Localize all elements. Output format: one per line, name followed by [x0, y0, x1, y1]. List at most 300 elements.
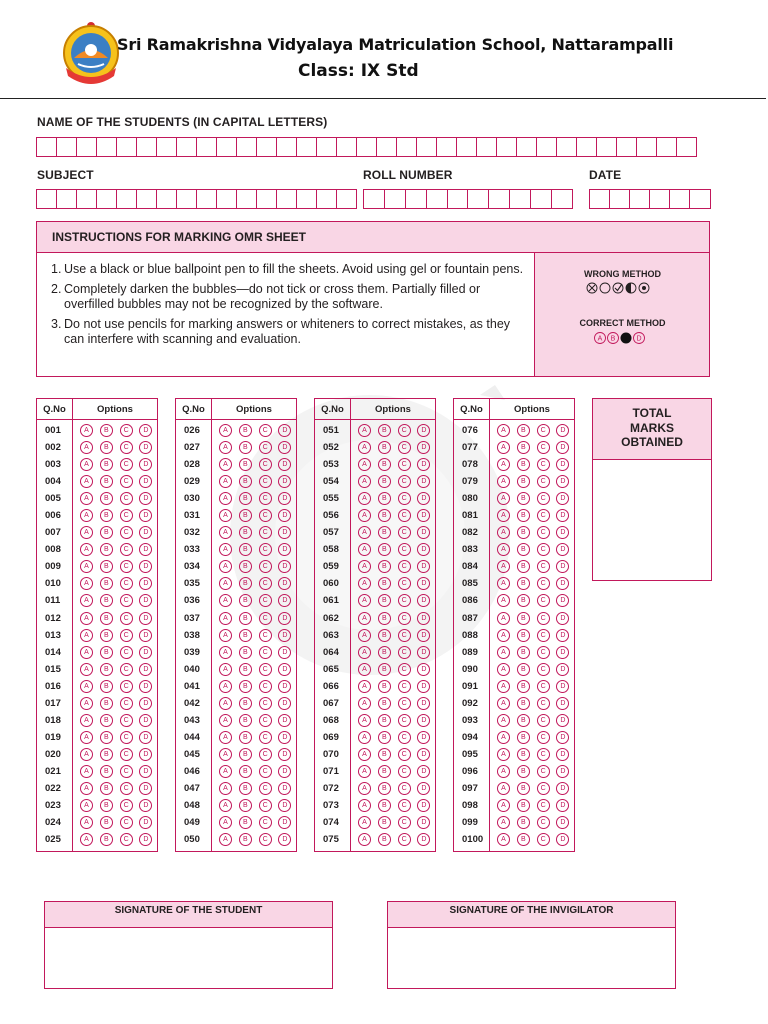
option-bubble[interactable]: B	[100, 543, 113, 556]
option-bubble[interactable]: C	[398, 560, 411, 573]
option-bubble[interactable]: A	[358, 765, 371, 778]
option-bubble[interactable]: C	[120, 646, 133, 659]
option-bubble[interactable]: D	[417, 833, 430, 846]
option-bubble[interactable]: A	[80, 424, 93, 437]
input-cell[interactable]	[276, 189, 297, 209]
option-bubble[interactable]: D	[278, 799, 291, 812]
option-bubble[interactable]: B	[100, 594, 113, 607]
option-bubble[interactable]: C	[259, 492, 272, 505]
option-bubble[interactable]: A	[80, 697, 93, 710]
option-bubble[interactable]: A	[497, 594, 510, 607]
option-bubble[interactable]: C	[537, 833, 550, 846]
option-bubble[interactable]: A	[219, 697, 232, 710]
option-bubble[interactable]: C	[398, 543, 411, 556]
option-bubble[interactable]: D	[417, 424, 430, 437]
option-bubble[interactable]: D	[278, 577, 291, 590]
option-bubble[interactable]: D	[417, 612, 430, 625]
option-bubble[interactable]: D	[417, 782, 430, 795]
option-bubble[interactable]: D	[278, 441, 291, 454]
option-bubble[interactable]: B	[239, 833, 252, 846]
option-bubble[interactable]: D	[139, 731, 152, 744]
roll-number-boxes[interactable]	[363, 189, 572, 209]
option-bubble[interactable]: A	[358, 714, 371, 727]
option-bubble[interactable]: C	[259, 765, 272, 778]
option-bubble[interactable]: C	[398, 458, 411, 471]
option-bubble[interactable]: C	[259, 612, 272, 625]
input-cell[interactable]	[296, 189, 317, 209]
option-bubble[interactable]: B	[378, 765, 391, 778]
option-bubble[interactable]: A	[219, 748, 232, 761]
option-bubble[interactable]: D	[417, 526, 430, 539]
option-bubble[interactable]: C	[537, 594, 550, 607]
option-bubble[interactable]: D	[278, 543, 291, 556]
option-bubble[interactable]: D	[139, 765, 152, 778]
option-bubble[interactable]: D	[278, 748, 291, 761]
option-bubble[interactable]: B	[100, 663, 113, 676]
option-bubble[interactable]: B	[517, 629, 530, 642]
option-bubble[interactable]: B	[378, 697, 391, 710]
option-bubble[interactable]: A	[497, 509, 510, 522]
input-cell[interactable]	[136, 189, 157, 209]
option-bubble[interactable]: D	[417, 492, 430, 505]
option-bubble[interactable]: A	[219, 680, 232, 693]
input-cell[interactable]	[509, 189, 531, 209]
input-cell[interactable]	[384, 189, 406, 209]
option-bubble[interactable]: B	[100, 424, 113, 437]
option-bubble[interactable]: A	[219, 731, 232, 744]
option-bubble[interactable]: C	[398, 714, 411, 727]
option-bubble[interactable]: A	[80, 816, 93, 829]
option-bubble[interactable]: D	[417, 577, 430, 590]
option-bubble[interactable]: B	[239, 782, 252, 795]
option-bubble[interactable]: B	[517, 424, 530, 437]
option-bubble[interactable]: B	[239, 492, 252, 505]
option-bubble[interactable]: A	[219, 509, 232, 522]
input-cell[interactable]	[76, 137, 97, 157]
option-bubble[interactable]: A	[358, 833, 371, 846]
option-bubble[interactable]: D	[139, 441, 152, 454]
option-bubble[interactable]: A	[497, 543, 510, 556]
option-bubble[interactable]: B	[100, 731, 113, 744]
option-bubble[interactable]: A	[80, 543, 93, 556]
option-bubble[interactable]: D	[139, 663, 152, 676]
option-bubble[interactable]: C	[259, 560, 272, 573]
option-bubble[interactable]: C	[537, 816, 550, 829]
option-bubble[interactable]: D	[278, 782, 291, 795]
option-bubble[interactable]: B	[517, 646, 530, 659]
option-bubble[interactable]: C	[398, 492, 411, 505]
option-bubble[interactable]: B	[100, 475, 113, 488]
option-bubble[interactable]: D	[139, 748, 152, 761]
option-bubble[interactable]: C	[398, 475, 411, 488]
option-bubble[interactable]: A	[497, 577, 510, 590]
option-bubble[interactable]: C	[120, 782, 133, 795]
option-bubble[interactable]: C	[259, 526, 272, 539]
option-bubble[interactable]: D	[556, 697, 569, 710]
option-bubble[interactable]: D	[278, 526, 291, 539]
option-bubble[interactable]: C	[398, 816, 411, 829]
option-bubble[interactable]: B	[378, 526, 391, 539]
option-bubble[interactable]: B	[517, 697, 530, 710]
option-bubble[interactable]: D	[278, 560, 291, 573]
option-bubble[interactable]: C	[259, 799, 272, 812]
option-bubble[interactable]: A	[358, 612, 371, 625]
option-bubble[interactable]: A	[219, 646, 232, 659]
option-bubble[interactable]: A	[497, 458, 510, 471]
option-bubble[interactable]: D	[556, 663, 569, 676]
option-bubble[interactable]: C	[259, 509, 272, 522]
option-bubble[interactable]: C	[259, 782, 272, 795]
option-bubble[interactable]: A	[497, 748, 510, 761]
option-bubble[interactable]: B	[100, 765, 113, 778]
option-bubble[interactable]: D	[139, 526, 152, 539]
option-bubble[interactable]: D	[417, 663, 430, 676]
option-bubble[interactable]: A	[497, 475, 510, 488]
option-bubble[interactable]: C	[537, 577, 550, 590]
option-bubble[interactable]: A	[219, 714, 232, 727]
option-bubble[interactable]: B	[517, 509, 530, 522]
option-bubble[interactable]: A	[358, 594, 371, 607]
option-bubble[interactable]: A	[497, 646, 510, 659]
option-bubble[interactable]: C	[398, 526, 411, 539]
option-bubble[interactable]: C	[259, 629, 272, 642]
option-bubble[interactable]: A	[80, 782, 93, 795]
option-bubble[interactable]: D	[278, 424, 291, 437]
input-cell[interactable]	[36, 189, 57, 209]
option-bubble[interactable]: A	[358, 748, 371, 761]
option-bubble[interactable]: D	[556, 833, 569, 846]
option-bubble[interactable]: B	[517, 458, 530, 471]
option-bubble[interactable]: C	[120, 731, 133, 744]
option-bubble[interactable]: C	[537, 748, 550, 761]
input-cell[interactable]	[656, 137, 677, 157]
input-cell[interactable]	[336, 137, 357, 157]
input-cell[interactable]	[116, 189, 137, 209]
option-bubble[interactable]: B	[378, 663, 391, 676]
option-bubble[interactable]: C	[537, 492, 550, 505]
option-bubble[interactable]: C	[120, 458, 133, 471]
option-bubble[interactable]: C	[398, 441, 411, 454]
invigilator-signature-box[interactable]	[387, 901, 676, 989]
option-bubble[interactable]: A	[80, 526, 93, 539]
option-bubble[interactable]: A	[497, 612, 510, 625]
option-bubble[interactable]: B	[239, 765, 252, 778]
option-bubble[interactable]: C	[537, 714, 550, 727]
option-bubble[interactable]: A	[219, 816, 232, 829]
option-bubble[interactable]: C	[398, 509, 411, 522]
option-bubble[interactable]: B	[239, 475, 252, 488]
option-bubble[interactable]: C	[120, 509, 133, 522]
option-bubble[interactable]: D	[556, 782, 569, 795]
option-bubble[interactable]: C	[398, 765, 411, 778]
option-bubble[interactable]: A	[219, 475, 232, 488]
option-bubble[interactable]: B	[100, 697, 113, 710]
input-cell[interactable]	[649, 189, 670, 209]
option-bubble[interactable]: D	[139, 475, 152, 488]
option-bubble[interactable]: D	[139, 697, 152, 710]
option-bubble[interactable]: B	[100, 458, 113, 471]
option-bubble[interactable]: B	[517, 799, 530, 812]
input-cell[interactable]	[216, 137, 237, 157]
input-cell[interactable]	[256, 137, 277, 157]
option-bubble[interactable]: B	[239, 612, 252, 625]
option-bubble[interactable]: B	[100, 526, 113, 539]
input-cell[interactable]	[576, 137, 597, 157]
input-cell[interactable]	[636, 137, 657, 157]
option-bubble[interactable]: C	[398, 799, 411, 812]
option-bubble[interactable]: B	[239, 663, 252, 676]
option-bubble[interactable]: A	[80, 799, 93, 812]
input-cell[interactable]	[596, 137, 617, 157]
option-bubble[interactable]: B	[100, 816, 113, 829]
option-bubble[interactable]: A	[497, 560, 510, 573]
option-bubble[interactable]: D	[556, 594, 569, 607]
option-bubble[interactable]: A	[497, 424, 510, 437]
option-bubble[interactable]: C	[537, 475, 550, 488]
input-cell[interactable]	[456, 137, 477, 157]
option-bubble[interactable]: A	[80, 612, 93, 625]
option-bubble[interactable]: D	[139, 594, 152, 607]
option-bubble[interactable]: C	[537, 782, 550, 795]
option-bubble[interactable]: B	[378, 680, 391, 693]
option-bubble[interactable]: A	[497, 816, 510, 829]
option-bubble[interactable]: B	[378, 782, 391, 795]
option-bubble[interactable]: D	[556, 816, 569, 829]
option-bubble[interactable]: C	[120, 680, 133, 693]
input-cell[interactable]	[196, 137, 217, 157]
option-bubble[interactable]: B	[239, 560, 252, 573]
option-bubble[interactable]: C	[259, 441, 272, 454]
option-bubble[interactable]: A	[358, 492, 371, 505]
option-bubble[interactable]: A	[219, 629, 232, 642]
option-bubble[interactable]: C	[120, 594, 133, 607]
option-bubble[interactable]: C	[259, 475, 272, 488]
option-bubble[interactable]: C	[120, 799, 133, 812]
option-bubble[interactable]: B	[378, 475, 391, 488]
option-bubble[interactable]: D	[139, 424, 152, 437]
option-bubble[interactable]: B	[100, 833, 113, 846]
option-bubble[interactable]: B	[378, 560, 391, 573]
option-bubble[interactable]: A	[80, 509, 93, 522]
option-bubble[interactable]: C	[120, 577, 133, 590]
option-bubble[interactable]: D	[417, 714, 430, 727]
option-bubble[interactable]: A	[219, 612, 232, 625]
input-cell[interactable]	[609, 189, 630, 209]
option-bubble[interactable]: A	[358, 560, 371, 573]
option-bubble[interactable]: B	[517, 543, 530, 556]
option-bubble[interactable]: C	[120, 475, 133, 488]
option-bubble[interactable]: B	[100, 577, 113, 590]
option-bubble[interactable]: A	[219, 543, 232, 556]
option-bubble[interactable]: D	[556, 526, 569, 539]
option-bubble[interactable]: D	[556, 424, 569, 437]
option-bubble[interactable]: D	[556, 509, 569, 522]
option-bubble[interactable]: B	[378, 594, 391, 607]
option-bubble[interactable]: C	[259, 543, 272, 556]
option-bubble[interactable]: B	[378, 612, 391, 625]
option-bubble[interactable]: B	[517, 663, 530, 676]
option-bubble[interactable]: B	[239, 816, 252, 829]
option-bubble[interactable]: A	[219, 594, 232, 607]
option-bubble[interactable]: C	[259, 697, 272, 710]
option-bubble[interactable]: D	[556, 475, 569, 488]
option-bubble[interactable]: C	[120, 526, 133, 539]
option-bubble[interactable]: C	[398, 731, 411, 744]
input-cell[interactable]	[589, 189, 610, 209]
option-bubble[interactable]: C	[537, 612, 550, 625]
option-bubble[interactable]: C	[120, 629, 133, 642]
option-bubble[interactable]: D	[417, 646, 430, 659]
option-bubble[interactable]: C	[259, 424, 272, 437]
option-bubble[interactable]: A	[358, 577, 371, 590]
option-bubble[interactable]: C	[398, 424, 411, 437]
option-bubble[interactable]: C	[537, 799, 550, 812]
option-bubble[interactable]: B	[378, 577, 391, 590]
option-bubble[interactable]: B	[100, 680, 113, 693]
option-bubble[interactable]: A	[497, 833, 510, 846]
option-bubble[interactable]: A	[80, 629, 93, 642]
option-bubble[interactable]: A	[80, 731, 93, 744]
option-bubble[interactable]: B	[239, 731, 252, 744]
option-bubble[interactable]: A	[358, 543, 371, 556]
option-bubble[interactable]: B	[100, 646, 113, 659]
input-cell[interactable]	[356, 137, 377, 157]
input-cell[interactable]	[689, 189, 710, 209]
option-bubble[interactable]: B	[239, 509, 252, 522]
option-bubble[interactable]: B	[517, 594, 530, 607]
option-bubble[interactable]: D	[139, 816, 152, 829]
option-bubble[interactable]: A	[358, 629, 371, 642]
input-cell[interactable]	[530, 189, 552, 209]
option-bubble[interactable]: B	[517, 748, 530, 761]
option-bubble[interactable]: D	[278, 492, 291, 505]
option-bubble[interactable]: B	[100, 748, 113, 761]
option-bubble[interactable]: B	[100, 441, 113, 454]
option-bubble[interactable]: B	[378, 424, 391, 437]
option-bubble[interactable]: D	[139, 492, 152, 505]
option-bubble[interactable]: C	[259, 594, 272, 607]
input-cell[interactable]	[176, 189, 197, 209]
option-bubble[interactable]: D	[556, 748, 569, 761]
input-cell[interactable]	[216, 189, 237, 209]
option-bubble[interactable]: A	[497, 731, 510, 744]
option-bubble[interactable]: B	[239, 577, 252, 590]
option-bubble[interactable]: A	[358, 475, 371, 488]
option-bubble[interactable]: A	[219, 441, 232, 454]
option-bubble[interactable]: A	[358, 509, 371, 522]
option-bubble[interactable]: D	[556, 441, 569, 454]
input-cell[interactable]	[669, 189, 690, 209]
option-bubble[interactable]: C	[120, 543, 133, 556]
option-bubble[interactable]: B	[239, 594, 252, 607]
input-cell[interactable]	[156, 189, 177, 209]
option-bubble[interactable]: D	[417, 629, 430, 642]
input-cell[interactable]	[276, 137, 297, 157]
input-cell[interactable]	[396, 137, 417, 157]
option-bubble[interactable]: C	[537, 663, 550, 676]
option-bubble[interactable]: C	[398, 646, 411, 659]
option-bubble[interactable]: B	[378, 816, 391, 829]
option-bubble[interactable]: A	[497, 629, 510, 642]
option-bubble[interactable]: B	[378, 629, 391, 642]
input-cell[interactable]	[616, 137, 637, 157]
option-bubble[interactable]: C	[398, 680, 411, 693]
option-bubble[interactable]: C	[398, 697, 411, 710]
option-bubble[interactable]: C	[120, 492, 133, 505]
option-bubble[interactable]: D	[417, 475, 430, 488]
option-bubble[interactable]: C	[537, 765, 550, 778]
option-bubble[interactable]: B	[378, 543, 391, 556]
option-bubble[interactable]: A	[358, 697, 371, 710]
option-bubble[interactable]: A	[358, 782, 371, 795]
input-cell[interactable]	[376, 137, 397, 157]
input-cell[interactable]	[516, 137, 537, 157]
option-bubble[interactable]: D	[417, 458, 430, 471]
option-bubble[interactable]: B	[378, 748, 391, 761]
option-bubble[interactable]: A	[80, 833, 93, 846]
option-bubble[interactable]: A	[80, 748, 93, 761]
input-cell[interactable]	[116, 137, 137, 157]
subject-boxes[interactable]	[36, 189, 356, 209]
option-bubble[interactable]: A	[358, 458, 371, 471]
option-bubble[interactable]: D	[417, 748, 430, 761]
option-bubble[interactable]: D	[417, 441, 430, 454]
option-bubble[interactable]: A	[219, 424, 232, 437]
option-bubble[interactable]: D	[139, 458, 152, 471]
option-bubble[interactable]: D	[417, 509, 430, 522]
option-bubble[interactable]: A	[219, 458, 232, 471]
option-bubble[interactable]: C	[120, 816, 133, 829]
option-bubble[interactable]: D	[278, 680, 291, 693]
option-bubble[interactable]: C	[537, 629, 550, 642]
option-bubble[interactable]: C	[398, 612, 411, 625]
option-bubble[interactable]: D	[139, 782, 152, 795]
input-cell[interactable]	[551, 189, 573, 209]
option-bubble[interactable]: C	[398, 577, 411, 590]
option-bubble[interactable]: A	[80, 765, 93, 778]
option-bubble[interactable]: C	[537, 509, 550, 522]
option-bubble[interactable]: D	[417, 594, 430, 607]
input-cell[interactable]	[467, 189, 489, 209]
option-bubble[interactable]: A	[497, 714, 510, 727]
option-bubble[interactable]: C	[398, 782, 411, 795]
input-cell[interactable]	[436, 137, 457, 157]
input-cell[interactable]	[556, 137, 577, 157]
option-bubble[interactable]: C	[120, 560, 133, 573]
option-bubble[interactable]: D	[417, 560, 430, 573]
option-bubble[interactable]: A	[80, 475, 93, 488]
option-bubble[interactable]: B	[378, 458, 391, 471]
option-bubble[interactable]: D	[278, 714, 291, 727]
option-bubble[interactable]: C	[259, 748, 272, 761]
option-bubble[interactable]: B	[100, 782, 113, 795]
option-bubble[interactable]: C	[120, 441, 133, 454]
option-bubble[interactable]: B	[100, 492, 113, 505]
option-bubble[interactable]: B	[378, 833, 391, 846]
input-cell[interactable]	[136, 137, 157, 157]
option-bubble[interactable]: D	[417, 816, 430, 829]
option-bubble[interactable]: B	[517, 680, 530, 693]
option-bubble[interactable]: B	[100, 799, 113, 812]
option-bubble[interactable]: A	[358, 646, 371, 659]
option-bubble[interactable]: A	[219, 765, 232, 778]
input-cell[interactable]	[363, 189, 385, 209]
option-bubble[interactable]: C	[120, 697, 133, 710]
option-bubble[interactable]: A	[219, 799, 232, 812]
option-bubble[interactable]: A	[80, 646, 93, 659]
option-bubble[interactable]: C	[120, 714, 133, 727]
option-bubble[interactable]: A	[497, 663, 510, 676]
